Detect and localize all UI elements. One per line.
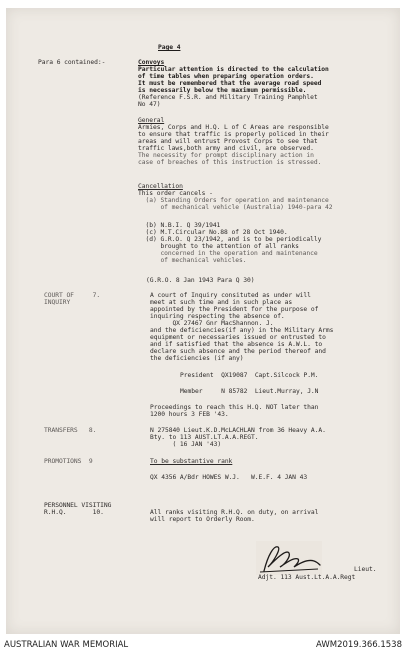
text-line: QX 27467 Gnr MacShannon. J. xyxy=(150,320,274,327)
transfer-line: ( 16 JAN '43) xyxy=(150,441,222,448)
cancellation-title: Cancellation xyxy=(138,183,183,190)
text-line: Particular attention is directed to the calculation xyxy=(138,66,329,73)
para9-label: PROMOTIONS 9 xyxy=(44,458,93,465)
proceedings-line: 1200 hours 3 FEB '43. xyxy=(150,411,229,418)
text-line: Armies, Corps and H.Q. L of C Areas are responsible xyxy=(138,124,329,131)
visiting-line: All ranks visiting R.H.Q. on duty, on arrival xyxy=(150,509,319,516)
text-line: No 47) xyxy=(138,101,161,108)
convoys-title: Convoys xyxy=(138,59,165,66)
transfer-line: N 275840 Lieut.K.D.McLACHLAN from 36 Heavy A.A. xyxy=(150,427,326,434)
text-line: (b) N.B.I. Q 39/1941 xyxy=(138,222,221,229)
footer-institution: AUSTRALIAN WAR MEMORIAL xyxy=(4,640,129,650)
text-line: A court of Inquiry consituted as under will xyxy=(150,292,311,299)
gro-reference: (G.R.O. 8 Jan 1943 Para Q 30) xyxy=(146,277,255,284)
para10-label: R.H.Q. 10. xyxy=(44,509,104,516)
text-line: declare such absence and the period thereof and xyxy=(150,348,326,355)
text-line: of mechanical vehicle (Australia) 1940-para 42 xyxy=(138,204,333,211)
text-line: the deficiencies (if any) xyxy=(150,355,244,362)
president-line: President QX19087 Capt.Silcock P.M. xyxy=(180,372,319,379)
handwritten-signature xyxy=(256,541,322,575)
text-line: of time tables when preparing operation orders. xyxy=(138,73,314,80)
promotion-subtitle: To be substantive rank xyxy=(150,458,233,465)
visiting-line: will report to Orderly Room. xyxy=(150,516,255,523)
text-line: (Reference F.S.R. and Military Training Pamphlet xyxy=(138,94,318,101)
proceedings-line: Proceedings to reach this H.Q. NOT later than xyxy=(150,404,319,411)
para7-label: COURT OF 7. xyxy=(44,292,101,299)
text-line: equipment or necessaries issued or entrusted to xyxy=(150,334,326,341)
text-line: (d) G.R.O. Q 23/1942, and is to be periodically xyxy=(138,236,322,243)
text-line: It must be remembered that the average road speed xyxy=(138,80,322,87)
text-line: inquiring respecting the absence of. xyxy=(150,313,285,320)
text-line: of mechanical vehicles. xyxy=(138,257,247,264)
promotion-line: QX 4356 A/Bdr HOWES W.J. W.E.F. 4 JAN 43 xyxy=(150,474,308,481)
signature-appointment: Adjt. 113 Aust.Lt.A.A.Regt xyxy=(258,574,356,581)
transfer-line: Bty. to 113 AUST.LT.A.A.REGT. xyxy=(150,434,259,441)
footer-accession-number: AWM2019.366.1538 xyxy=(316,640,402,650)
para8-label: TRANSFERS 8. xyxy=(44,427,97,434)
para6-heading: Para 6 contained:- xyxy=(38,59,106,66)
text-line: (c) M.T.Circular No.88 of 28 Oct 1940. xyxy=(138,229,288,236)
text-line: concerned in the operation and maintenance xyxy=(138,250,318,257)
text-line: and the deficiencies(if any) in the Military Arms xyxy=(150,327,334,334)
document-page xyxy=(6,8,400,634)
archive-footer xyxy=(0,636,406,653)
text-line: to ensure that traffic is properly policed in their xyxy=(138,131,329,138)
general-title: General xyxy=(138,117,165,124)
text-line: The necessity for prompt disciplinary action in xyxy=(138,152,314,159)
text-line: (a) Standing Orders for operation and maintenance xyxy=(138,197,329,204)
text-line: brought to the attention of all ranks xyxy=(138,243,299,250)
para7-label: INQUIRY xyxy=(44,299,71,306)
text-line: is necessarily below the maximum permissible. xyxy=(138,87,307,94)
text-line: case of breaches of this instruction is stressed. xyxy=(138,159,322,166)
text-line: areas and will entrust Provost Corps to see that xyxy=(138,138,318,145)
text-line: traffic laws,both army and civil, are observed. xyxy=(138,145,314,152)
text-line: meet at such time and in such place as xyxy=(150,299,293,306)
signature-rank: Lieut. xyxy=(354,566,377,573)
text-line: and if satisfied that the absence is A.W.L. to xyxy=(150,341,323,348)
page-label: Page 4 xyxy=(158,44,181,51)
member-line: Member N 85782 Lieut.Murray, J.N xyxy=(180,388,319,395)
para10-label: PERSONNEL VISITING xyxy=(44,502,112,509)
text-line: appointed by the President for the purpose of xyxy=(150,306,319,313)
text-line: This order cancels - xyxy=(138,190,213,197)
